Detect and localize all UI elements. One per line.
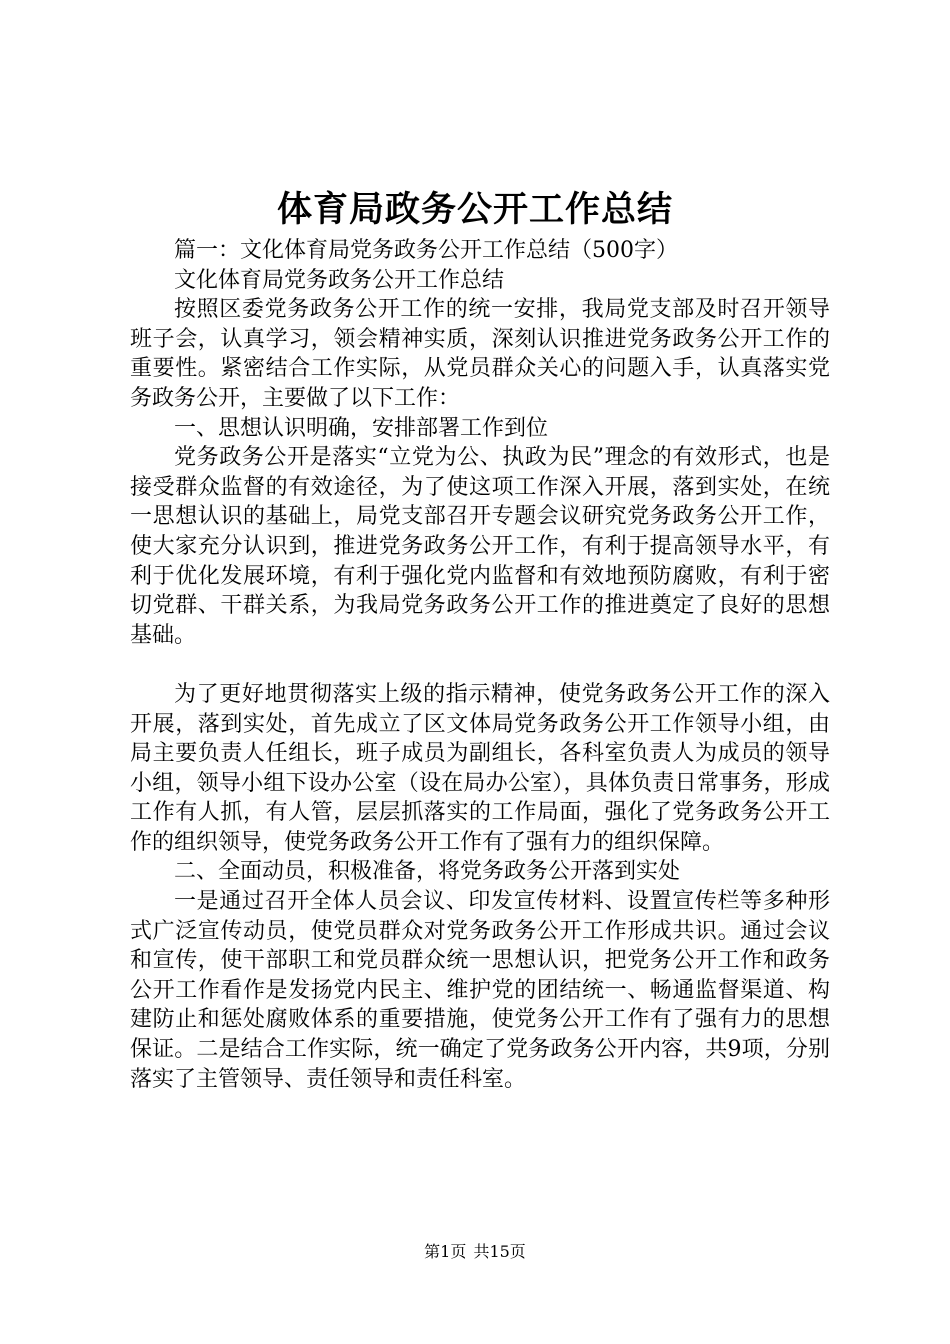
page-footer: 第1页 共15页: [424, 1242, 526, 1261]
paragraph-body: 一是通过召开全体人员会议、印发宣传材料、设置宣传栏等多种形式广泛宣传动员，使党员群众对党务政务公开工作形成共识。通过会议和宣传，使干部职工和党员群众统一思想认识，把党务公开工作和政务公开工作看作是发扬党内民主、维护党的团结统一、畅通监督渠道、构建防止和惩处腐败体系的重要措施，使党务公开工作有了强有力的思想保证。二是结合工作实际，统一确定了党务政务公开内容，共9项，分别落实了主管领导、责任领导和责任科室。: [130, 889, 830, 1092]
document-title: 体育局政务公开工作总结: [276, 189, 673, 230]
subtitle: 文化体育局党务政务公开工作总结: [174, 267, 505, 293]
section-heading-1: 一、思想认识明确，安排部署工作到位: [174, 415, 549, 441]
paragraph-body: 为了更好地贯彻落实上级的指示精神，使党务政务公开工作的深入开展，落到实处，首先成立了区文体局党务政务公开工作领导小组，由局主要负责人任组长，班子成员为副组长，各科室负责人为成员的领导小组，领导小组下设办公室（设在局办公室），具体负责日常事务，形成工作有人抓，有人管，层层抓落实的工作局面，强化了党务政务公开工作的组织领导，使党务政务公开工作有了强有力的组织保障。: [130, 681, 830, 855]
paragraph-body: 党务政务公开是落实“立党为公、执政为民”理念的有效形式，也是接受群众监督的有效途径，为了使这项工作深入开展，落到实处，在统一思想认识的基础上，局党支部召开专题会议研究党务政务公开工作，使大家充分认识到，推进党务政务公开工作，有利于提高领导水平，有利于优化发展环境，有利于强化党内监督和有效地预防腐败，有利于密切党群、干群关系，为我局党务政务公开工作的推进奠定了良好的思想基础。: [130, 445, 830, 648]
section-heading-2: 二、全面动员，积极准备，将党务政务公开落到实处: [174, 859, 681, 885]
document-body: [130, 236, 830, 1094]
section-heading-part-one: 篇一：文化体育局党务政务公开工作总结（500字）: [174, 238, 678, 263]
paragraph-spacer: [130, 650, 830, 680]
paragraph-intro: 按照区委党务政务公开工作的统一安排，我局党支部及时召开领导班子会，认真学习，领会精神实质，深刻认识推进党务政务公开工作的重要性。紧密结合工作实际，从党员群众关心的问题入手，认真落实党务政务公开，主要做了以下工作：: [130, 297, 830, 411]
